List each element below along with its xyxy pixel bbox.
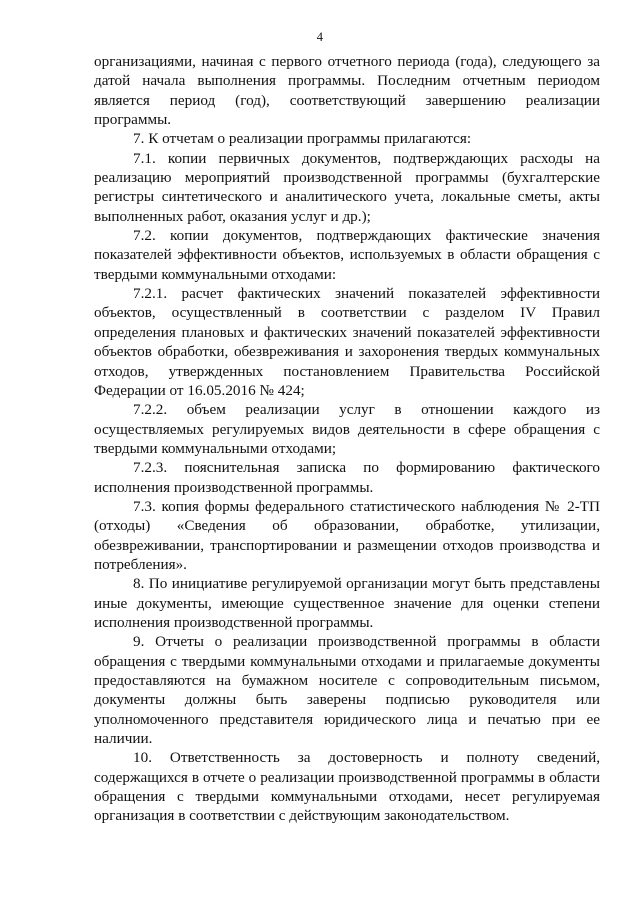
page-number: 4 [316,30,324,44]
paragraph-8: 8. По инициативе регулируемой организации могут быть представлены иные документы, имеющие существенное значение для оценки степени исполнения производственной программы. [94,575,600,631]
paragraph-7-1: 7.1. копии первичных документов, подтверждающих расходы на реализацию мероприятий производственной программы (бухгалтерские регистры синтетического и аналитического учета, локальные сметы, акты выполненных работ, оказания услуг и др.); [94,149,600,225]
document-body [94,52,600,826]
paragraph-7-3: 7.3. копия формы федерального статистического наблюдения № 2-ТП (отходы) «Сведения об образовании, обработке, утилизации, обезвреживании, транспортировании и размещении отходов производства и потребления». [94,497,600,573]
paragraph-7: 7. К отчетам о реализации программы прилагаются: [133,130,472,148]
paragraph-9: 9. Отчеты о реализации производственной программы в области обращения с твердыми коммунальными отходами и прилагаемые документы предоставляются на бумажном носителе с сопроводительным письмом, документы должны быть заверены подписью руководителя или уполномоченного представителя юридического лица и печатью при ее наличии. [94,633,600,748]
paragraph-continuation: организациями, начиная с первого отчетного периода (года), следующего за датой начала выполнения программы. Последним отчетным периодом является период (год), соответствующий завершению реализации программы. [94,53,600,129]
paragraph-7-2-2: 7.2.2. объем реализации услуг в отношении каждого из осуществляемых регулируемых видов деятельности в сфере обращения с твердыми коммунальными отходами; [94,401,600,457]
paragraph-7-2: 7.2. копии документов, подтверждающих фактические значения показателей эффективности объектов, используемых в области обращения с твердыми коммунальными отходами: [94,227,600,283]
paragraph-10: 10. Ответственность за достоверность и полноту сведений, содержащихся в отчете о реализации производственной программы в области обращения с твердыми коммунальными отходами, несет регулируемая организация в соответствии с действующим законодательством. [94,749,600,825]
paragraph-7-2-1: 7.2.1. расчет фактических значений показателей эффективности объектов, осуществленный в соответствии с разделом IV Правил определения плановых и фактических значений показателей эффективности объектов обработки, обезвреживания и захоронения твердых коммунальных отходов, утвержденных постановлением Правительства Российской Федерации от 16.05.2016 № 424; [94,285,600,399]
paragraph-7-2-3: 7.2.3. пояснительная записка по формированию фактического исполнения производственной программы. [94,459,600,496]
